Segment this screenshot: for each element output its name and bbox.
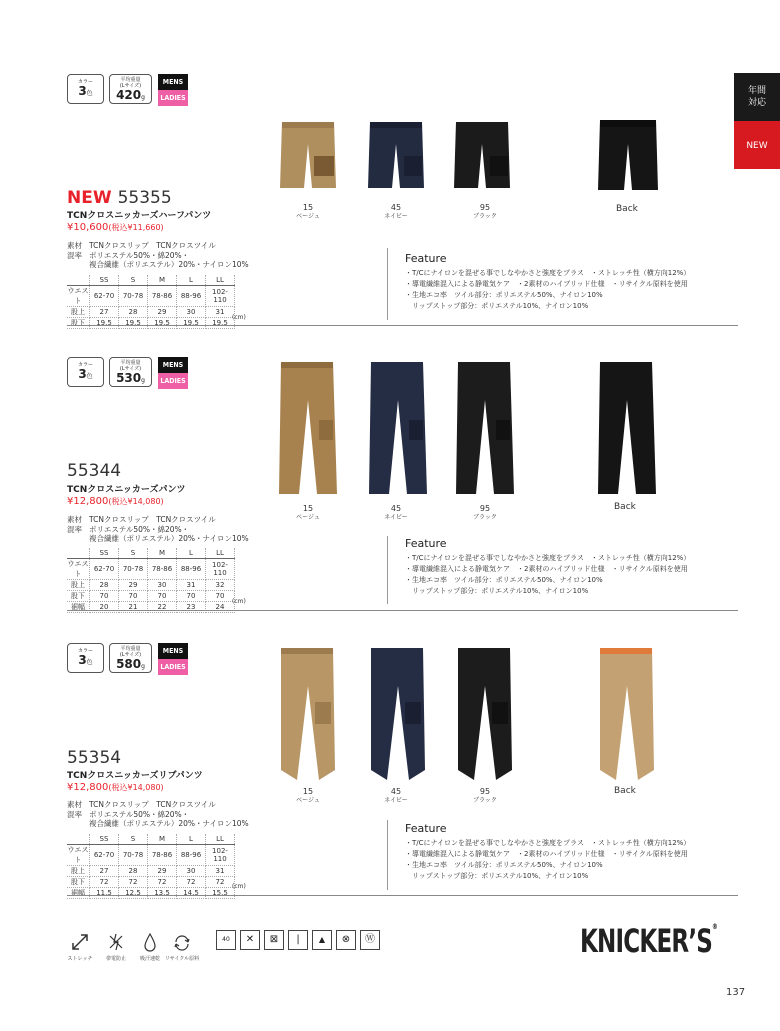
weight-badge <box>109 643 152 673</box>
size-cell: 19.5 <box>148 318 177 329</box>
size-header: LL <box>206 275 235 286</box>
material-info <box>67 241 249 270</box>
size-cell: 29 <box>148 866 177 877</box>
pant-image-back <box>596 116 660 194</box>
size-cell: 29 <box>119 580 148 591</box>
size-header-row <box>67 275 235 286</box>
feature-item: ・T/Cにナイロンを混ぜる事でしなやかさと強度をプラス ・ストレッチ性（横方向12%） <box>405 839 691 847</box>
model-code: 55354 <box>67 748 122 768</box>
size-cell: 31 <box>206 866 235 877</box>
price-value: ¥12,800 <box>67 782 109 793</box>
feature-list <box>405 838 725 882</box>
feature-list <box>405 268 725 312</box>
divider-vertical <box>387 820 388 890</box>
weight-label: 平均重量 (Lサイズ) <box>119 360 142 372</box>
size-row <box>67 286 235 307</box>
care-label: リサイクル原料 <box>164 956 200 962</box>
color-caption-beige <box>283 204 333 221</box>
size-cell: 28 <box>119 866 148 877</box>
size-row-label: 裾幅 <box>67 888 90 899</box>
mens-tag: MENS <box>158 74 188 90</box>
size-row-label: 股上 <box>67 307 90 318</box>
size-cell: 88-96 <box>177 845 206 866</box>
size-cell: 62-70 <box>90 559 119 580</box>
feature-title: Feature <box>405 252 447 265</box>
cm-unit: (cm) <box>232 314 246 321</box>
mens-tag: MENS <box>158 357 188 373</box>
weight-unit: g <box>141 377 145 384</box>
back-label: Back <box>616 204 638 214</box>
no-tumble-dry-icon: ⊠ <box>264 930 284 950</box>
colors-badge <box>67 74 104 104</box>
model-number <box>67 748 121 768</box>
model-number <box>67 188 172 208</box>
color-caption-beige <box>283 788 333 805</box>
size-header-blank <box>67 275 90 286</box>
feature-list <box>405 553 725 597</box>
size-cell: 19.5 <box>119 318 148 329</box>
pant-image-black <box>452 646 518 784</box>
size-cell: 70 <box>206 591 235 602</box>
size-row-label: ウエスト <box>67 287 89 305</box>
size-cell: 20 <box>90 602 119 613</box>
size-cell: 31 <box>177 580 206 591</box>
no-dryclean-icon: ⊗ <box>336 930 356 950</box>
size-header: SS <box>90 834 119 845</box>
size-cell: 102-110 <box>206 845 235 866</box>
size-row-label: 股上 <box>67 580 90 591</box>
size-table <box>67 275 235 329</box>
size-header: S <box>119 834 148 845</box>
care-label: 吸汗速乾 <box>139 956 160 962</box>
color-name: ブラック <box>473 213 497 220</box>
size-cell: 32 <box>206 580 235 591</box>
section-divider <box>67 325 738 326</box>
antistatic-icon <box>106 932 126 952</box>
wet-clean-icon: Ⓦ <box>360 930 380 950</box>
care-label: ストレッチ <box>67 956 93 962</box>
size-row <box>67 591 235 602</box>
color-code: 15 <box>302 203 314 212</box>
feature-item: リップストップ部分：ポリエステル10%、ナイロン10% <box>405 872 589 880</box>
size-header-blank <box>67 548 90 559</box>
color-code: 45 <box>390 504 402 513</box>
color-caption-black <box>460 204 510 221</box>
size-cell: 70-78 <box>119 286 148 307</box>
weight-label: 平均重量 (Lサイズ) <box>119 77 142 89</box>
size-header-row <box>67 548 235 559</box>
colors-badge <box>67 643 104 673</box>
feature-item: ・生地エコ率 ツイル部分：ポリエステル50%、ナイロン10% <box>405 861 603 869</box>
blend-value: ポリエステル50%・綿20%・ <box>89 809 190 819</box>
size-cell: 29 <box>148 307 177 318</box>
size-cell: 70 <box>119 591 148 602</box>
size-cell: 70 <box>90 591 119 602</box>
color-code: 95 <box>479 504 491 513</box>
size-cell: 62-70 <box>90 286 119 307</box>
pant-image-back <box>594 360 660 498</box>
size-cell: 27 <box>90 307 119 318</box>
size-cell: 102-110 <box>206 559 235 580</box>
pant-image-navy <box>365 646 431 784</box>
size-row <box>67 559 235 580</box>
size-row <box>67 318 235 329</box>
size-cell: 22 <box>148 602 177 613</box>
size-header: M <box>148 834 177 845</box>
feature-item: リップストップ部分：ポリエステル10%、ナイロン10% <box>405 302 589 310</box>
stretch-icon <box>70 932 90 952</box>
divider-vertical <box>387 248 388 320</box>
price-value: ¥10,600 <box>67 222 109 233</box>
blend-value: ポリエステル50%・綿20%・ <box>89 524 190 534</box>
size-row-label: ウエスト <box>67 560 89 578</box>
colors-label: カラー <box>77 79 93 85</box>
brand-name: KNICKER’S <box>580 922 713 960</box>
size-header: SS <box>90 275 119 286</box>
size-header: SS <box>90 548 119 559</box>
size-cell: 72 <box>177 877 206 888</box>
size-cell: 70-78 <box>119 845 148 866</box>
size-cell: 30 <box>148 580 177 591</box>
size-cell: 19.5 <box>177 318 206 329</box>
colors-count: 3 <box>78 367 87 381</box>
pant-image-beige <box>275 360 341 498</box>
size-cell: 12.5 <box>119 888 148 899</box>
blend-key: 混率 <box>67 250 82 260</box>
feature-item: ・生地エコ率 ツイル部分：ポリエステル50%、ナイロン10% <box>405 291 603 299</box>
size-header: LL <box>206 834 235 845</box>
size-cell: 72 <box>90 877 119 888</box>
color-caption-black <box>460 505 510 522</box>
mens-tag: MENS <box>158 643 188 659</box>
divider-vertical <box>387 536 388 604</box>
care-label: 帯電防止 <box>105 956 126 962</box>
model-number <box>67 461 121 481</box>
product-price <box>67 496 164 507</box>
size-row <box>67 307 235 318</box>
ladies-tag: LADIES <box>158 90 188 106</box>
color-name: ネイビー <box>384 213 408 220</box>
pant-image-black <box>452 118 512 192</box>
product-name: TCNクロスニッカーズハーフパンツ <box>67 211 212 221</box>
brand-mark: ® <box>712 922 718 931</box>
color-name: ブラック <box>473 797 497 804</box>
feature-item: リップストップ部分：ポリエステル10%、ナイロン10% <box>405 587 589 595</box>
color-caption-navy <box>371 788 421 805</box>
size-row <box>67 845 235 866</box>
color-name: ベージュ <box>296 797 320 804</box>
color-name: ネイビー <box>384 797 408 804</box>
size-cell: 11.5 <box>90 888 119 899</box>
size-row-label: 股下 <box>67 318 90 329</box>
blend-key: 混率 <box>67 524 82 534</box>
tab-year-round: 年間 対応 <box>734 73 780 121</box>
material-value: TCNクロスリップ TCNクロスツイル <box>89 241 216 250</box>
size-cell: 78-86 <box>148 845 177 866</box>
weight-badge <box>109 357 152 387</box>
size-cell: 62-70 <box>90 845 119 866</box>
blend-key: 混率 <box>67 809 82 819</box>
colors-count: 3 <box>78 84 87 98</box>
feature-title: Feature <box>405 822 447 835</box>
colors-unit: 色 <box>86 90 93 97</box>
pant-image-navy <box>366 118 426 192</box>
weight-badge <box>109 74 152 104</box>
weight-value: 530 <box>116 371 142 385</box>
color-code: 45 <box>390 787 402 796</box>
color-code: 95 <box>479 787 491 796</box>
size-cell: 28 <box>119 307 148 318</box>
feature-title: Feature <box>405 537 447 550</box>
size-cell: 27 <box>90 866 119 877</box>
material-value: TCNクロスリップ TCNクロスツイル <box>89 515 216 524</box>
pant-image-navy <box>365 360 431 498</box>
colors-badge <box>67 357 104 387</box>
weight-unit: g <box>141 663 145 670</box>
line-dry-icon: | <box>288 930 308 950</box>
size-cell: 19.5 <box>206 318 235 329</box>
size-cell: 28 <box>90 580 119 591</box>
pant-image-black <box>452 360 518 498</box>
size-row <box>67 877 235 888</box>
colors-unit: 色 <box>86 659 93 666</box>
color-caption-navy <box>371 204 421 221</box>
size-header: M <box>148 275 177 286</box>
color-caption-black <box>460 788 510 805</box>
color-name: ベージュ <box>296 514 320 521</box>
model-code: 55355 <box>117 188 172 208</box>
recycle-icon <box>172 932 192 952</box>
new-label: NEW <box>67 188 112 208</box>
size-cell: 23 <box>177 602 206 613</box>
material-value: TCNクロスリップ TCNクロスツイル <box>89 800 216 809</box>
size-cell: 30 <box>177 307 206 318</box>
pant-image-beige <box>278 118 338 192</box>
pant-image-back <box>594 646 660 784</box>
feature-item: ・導電繊維混入による静電気ケア ・2素材のハイブリッド仕様 ・リサイクル原料を使用 <box>405 280 688 288</box>
material-info <box>67 800 249 829</box>
size-row-label: 股下 <box>67 591 90 602</box>
size-row-label: ウエスト <box>67 846 89 864</box>
size-cell: 70 <box>148 591 177 602</box>
material-key: 素材 <box>67 800 82 809</box>
feature-item: ・T/Cにナイロンを混ぜる事でしなやかさと強度をプラス ・ストレッチ性（横方向12%） <box>405 554 691 562</box>
feature-item: ・導電繊維混入による静電気ケア ・2素材のハイブリッド仕様 ・リサイクル原料を使用 <box>405 850 688 858</box>
size-header-row <box>67 834 235 845</box>
price-value: ¥12,800 <box>67 496 109 507</box>
size-row <box>67 888 235 899</box>
size-header: M <box>148 548 177 559</box>
size-cell: 14.5 <box>177 888 206 899</box>
wash-40-icon: 40 <box>216 930 236 950</box>
tab-new: NEW <box>734 121 780 169</box>
color-caption-navy <box>371 505 421 522</box>
color-name: ブラック <box>473 514 497 521</box>
product-price <box>67 782 164 793</box>
water-absorb-icon <box>140 932 160 952</box>
section-divider <box>67 895 738 896</box>
color-name: ベージュ <box>296 213 320 220</box>
blend-value: ポリエステル50%・綿20%・ <box>89 250 190 260</box>
ladies-tag: LADIES <box>158 659 188 675</box>
color-caption-beige <box>283 505 333 522</box>
blend-value-2: 複合繊維（ポリエステル）20%・ナイロン10% <box>89 260 249 269</box>
size-row <box>67 580 235 591</box>
size-cell: 72 <box>206 877 235 888</box>
color-code: 15 <box>302 504 314 513</box>
blend-value-2: 複合繊維（ポリエステル）20%・ナイロン10% <box>89 819 249 828</box>
feature-item: ・T/Cにナイロンを混ぜる事でしなやかさと強度をプラス ・ストレッチ性（横方向12%） <box>405 269 691 277</box>
colors-label: カラー <box>77 648 93 654</box>
color-code: 95 <box>479 203 491 212</box>
cm-unit: (cm) <box>232 598 246 605</box>
size-cell: 15.5 <box>206 888 235 899</box>
size-header: L <box>177 275 206 286</box>
product-name: TCNクロスニッカーズリブパンツ <box>67 771 203 781</box>
size-cell: 88-96 <box>177 286 206 307</box>
product-name: TCNクロスニッカーズパンツ <box>67 485 186 495</box>
size-cell: 24 <box>206 602 235 613</box>
colors-label: カラー <box>77 362 93 368</box>
ladies-tag: LADIES <box>158 373 188 389</box>
page-number: 137 <box>726 987 746 998</box>
weight-value: 580 <box>116 657 142 671</box>
size-cell: 13.5 <box>148 888 177 899</box>
material-key: 素材 <box>67 515 82 524</box>
iron-low-icon: ▲ <box>312 930 332 950</box>
size-cell: 72 <box>119 877 148 888</box>
size-cell: 102-110 <box>206 286 235 307</box>
color-code: 45 <box>390 203 402 212</box>
price-tax: (税込¥14,080) <box>108 783 164 792</box>
size-table <box>67 548 235 613</box>
size-header: S <box>119 548 148 559</box>
model-code: 55344 <box>67 461 122 481</box>
size-cell: 21 <box>119 602 148 613</box>
brand-logo <box>580 922 717 960</box>
size-header: L <box>177 548 206 559</box>
size-row-label: 股下 <box>67 877 90 888</box>
price-tax: (税込¥14,080) <box>108 497 164 506</box>
size-header: LL <box>206 548 235 559</box>
cm-unit: (cm) <box>232 883 246 890</box>
size-row <box>67 866 235 877</box>
product-price <box>67 222 164 233</box>
color-code: 15 <box>302 787 314 796</box>
material-key: 素材 <box>67 241 82 250</box>
weight-label: 平均重量 (Lサイズ) <box>119 646 142 658</box>
back-label: Back <box>614 502 636 512</box>
colors-unit: 色 <box>86 373 93 380</box>
color-name: ネイビー <box>384 514 408 521</box>
size-row-label: 裾幅 <box>67 602 90 613</box>
blend-value-2: 複合繊維（ポリエステル）20%・ナイロン10% <box>89 534 249 543</box>
size-cell: 30 <box>177 866 206 877</box>
size-cell: 78-86 <box>148 286 177 307</box>
size-table <box>67 834 235 899</box>
size-cell: 72 <box>148 877 177 888</box>
size-cell: 70 <box>177 591 206 602</box>
no-bleach-icon: ✕ <box>240 930 260 950</box>
weight-unit: g <box>141 94 145 101</box>
back-label: Back <box>614 786 636 796</box>
feature-item: ・生地エコ率 ツイル部分：ポリエステル50%、ナイロン10% <box>405 576 603 584</box>
weight-value: 420 <box>116 88 142 102</box>
material-info <box>67 515 249 544</box>
size-cell: 31 <box>206 307 235 318</box>
size-row-label: 股上 <box>67 866 90 877</box>
size-header: L <box>177 834 206 845</box>
pant-image-beige <box>275 646 341 784</box>
price-tax: (税込¥11,660) <box>108 223 164 232</box>
size-header-blank <box>67 834 90 845</box>
colors-count: 3 <box>78 653 87 667</box>
size-cell: 78-86 <box>148 559 177 580</box>
size-cell: 19.5 <box>90 318 119 329</box>
size-cell: 88-96 <box>177 559 206 580</box>
feature-item: ・導電繊維混入による静電気ケア ・2素材のハイブリッド仕様 ・リサイクル原料を使用 <box>405 565 688 573</box>
size-cell: 70-78 <box>119 559 148 580</box>
section-divider <box>67 610 738 611</box>
size-header: S <box>119 275 148 286</box>
